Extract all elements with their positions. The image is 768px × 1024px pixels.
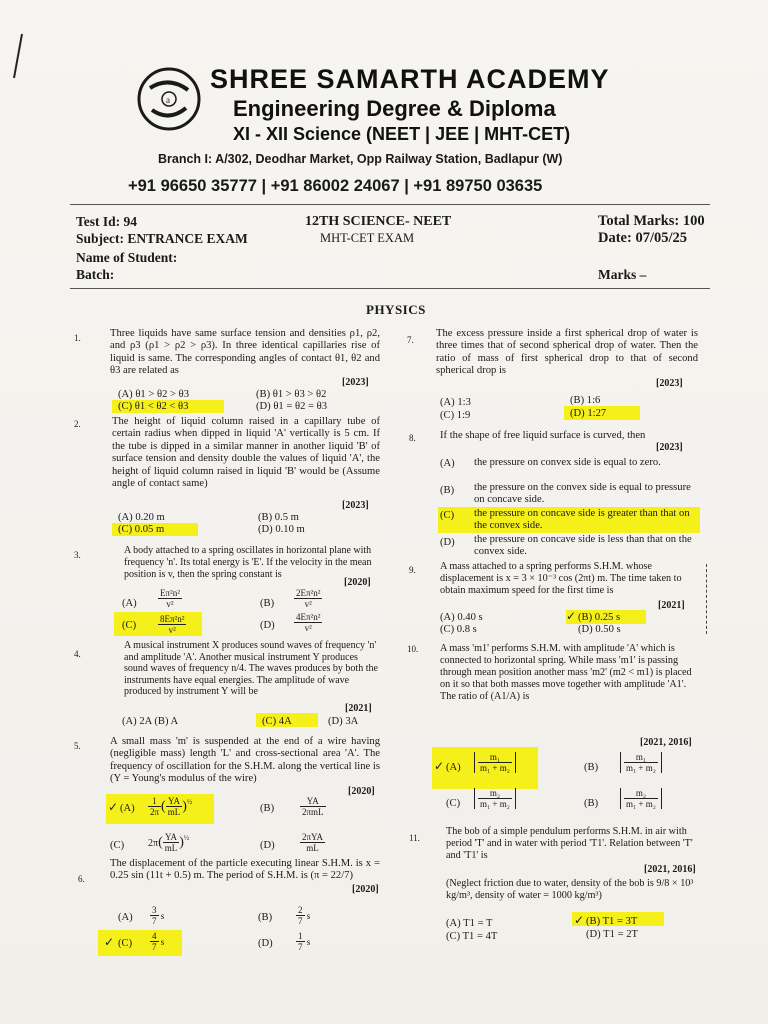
q3-option-a: (A) (122, 598, 137, 609)
q10-number: 10. (407, 644, 419, 654)
q6-formula-d: $\frac{1}{7}$ s (298, 931, 311, 952)
q8-year: [2023] (656, 442, 683, 453)
q4-year: [2021] (345, 703, 372, 714)
q1-number: 1. (74, 333, 81, 343)
header-divider (70, 204, 710, 205)
q1-option-b: (B) θ1 > θ3 > θ2 (256, 389, 327, 400)
q6-formula-c: $\frac{4}{7}$ s (152, 931, 165, 952)
q8-text: If the shape of free liquid surface is curved, then (440, 430, 646, 441)
q5-option-d: (D) (260, 840, 275, 851)
q11-option-b: (B) T1 = 3T (586, 916, 638, 927)
section-title: PHYSICS (366, 302, 426, 317)
q5-text: A small mass 'm' is suspended at the end of a wire having (negligible mass) length 'L' and cross-sectional area 'A'. The frequency of oscillation for the S.H.M. along the vertical line is (Y = Young's modulus of the wire) (110, 736, 380, 785)
q8-option-c-letter: (C) (440, 510, 455, 521)
q9-option-d: (D) 0.50 s (578, 624, 621, 635)
q5-option-a: (A) (120, 803, 135, 814)
q7-number: 7. (407, 335, 414, 345)
q4-option-c: (C) 4A (262, 716, 292, 727)
q7-option-a: (A) 1:3 (440, 397, 471, 408)
q10-formula-c: $\frac{\text{m₂}}{\text{m₁ + m₂}}$ (474, 788, 516, 809)
q1-option-d: (D) θ1 = θ2 = θ3 (256, 401, 328, 412)
q5-formula-d: $\frac{\text{2πYA}}{mL}$ (302, 832, 324, 853)
q6-text: The displacement of the particle executing linear S.H.M. is x = 0.25 sin (11t + 0.5) m. The period of S.H.M. is (π = 22/7) (110, 858, 380, 882)
academy-logo-icon (136, 66, 202, 132)
q2-text: The height of liquid column raised in a capillary tube of certain radius when dipped in liquid 'A' vertically is 5 cm. If the tube is dipped in a similar manner in another liquid 'B' of surface tension and density double the values of liquid 'A', the height of liquid column raised in liquid 'B' would be (Assume angle of contact same) (112, 416, 380, 490)
q8-option-d-letter: (D) (440, 537, 455, 548)
q11-option-c: (C) T1 = 4T (446, 931, 498, 942)
q3-formula-d: $\frac{\text{4Eπ²n²}}{\text{v²}}$ (296, 612, 321, 633)
margin-dashed-line (706, 564, 708, 634)
q8-option-d: the pressure on concave side is less than that on the convex side. (474, 534, 692, 558)
q3-year: [2020] (344, 577, 371, 588)
q3-option-b: (B) (260, 598, 275, 609)
q7-text: The excess pressure inside a first spherical drop of water is three times that of second spherical drop of water. Then the ratio of mass of first spherical drop to that of second spherical drop is (436, 328, 698, 377)
q5-formula-a: $\frac{1}{2\pi}$ ( $\frac{YA}{mL}$ )$^{\frac{1}{2}}$ (150, 796, 193, 817)
svg-text:a: a (166, 95, 170, 105)
q6-year: [2020] (352, 884, 379, 895)
q4-options-ab: (A) 2A (B) A (122, 716, 179, 727)
q7-option-b: (B) 1:6 (570, 395, 601, 406)
q10-option-d: (B) (584, 798, 599, 809)
marks-label: Marks – (598, 267, 647, 282)
q3-formula-b: $\frac{\text{2Eπ²n²}}{\text{v²}}$ (296, 588, 321, 609)
q7-option-c: (C) 1:9 (440, 410, 471, 421)
q7-year: [2023] (656, 378, 683, 389)
q11-tick-mark: ✓ (574, 913, 585, 927)
q11-number: 11. (409, 833, 420, 843)
q6-option-b: (B) (258, 912, 273, 923)
q2-year: [2023] (342, 500, 369, 511)
q3-formula-c: $\frac{\text{8Eπ²n²}}{\text{v²}}$ (160, 614, 185, 635)
q9-option-a: (A) 0.40 s (440, 612, 483, 623)
q6-option-d: (D) (258, 938, 273, 949)
q5-option-c: (C) (110, 840, 125, 851)
q10-formula-d: $\frac{\text{m₂}}{\text{m₁ + m₂}}$ (620, 788, 662, 809)
q6-option-a: (A) (118, 912, 133, 923)
q11-option-a: (A) T1 = T (446, 918, 493, 929)
academy-subtitle: Engineering Degree & Diploma (233, 96, 556, 121)
exam-subtitle: MHT-CET EXAM (320, 231, 415, 245)
q9-tick-mark: ✓ (566, 609, 577, 623)
q6-formula-a: $\frac{3}{7}$ s (152, 905, 165, 926)
batch-label: Batch: (76, 267, 115, 282)
meta-divider (70, 288, 710, 289)
q10-option-b: (B) (584, 762, 599, 773)
q5-year: [2020] (348, 786, 375, 797)
q6-formula-b: $\frac{2}{7}$ s (298, 905, 311, 926)
q4-text: A musical instrument X produces sound waves of frequency 'n' and amplitude 'A'. Another musical instrument Y produces sound waves of frequency n/4. The waves produces by both the instruments have equal energies. The amplitude of wave produced by instrument Y will be (124, 640, 378, 698)
q4-option-d: (D) 3A (328, 716, 359, 727)
q3-option-c: (C) (122, 620, 137, 631)
test-id: Test Id: 94 (76, 214, 138, 229)
q10-year: [2021, 2016] (640, 737, 692, 748)
q5-tick-mark: ✓ (108, 800, 119, 814)
q1-year: [2023] (342, 377, 369, 388)
total-marks: Total Marks: 100 (598, 213, 705, 229)
q3-option-d: (D) (260, 620, 275, 631)
q10-option-a: (A) (446, 762, 461, 773)
q8-option-b-letter: (B) (440, 485, 455, 496)
q10-formula-b: $\frac{\text{m₁}}{\text{m₁ + m₂}}$ (620, 752, 662, 773)
q11-note: (Neglect friction due to water, density of the bob is 9/8 × 10³ kg/m³, density of water = 1000 kg/m³) (446, 878, 694, 901)
q5-option-b: (B) (260, 803, 275, 814)
q5-number: 5. (74, 741, 81, 751)
q9-text: A mass attached to a spring performs S.H.M. whose displacement is x = 3 × 10⁻³ cos (2πt) m. The time taken to obtain maximum speed for the first time is (440, 561, 682, 596)
q8-number: 8. (409, 433, 416, 443)
branch-address: Branch I: A/302, Deodhar Market, Opp Railway Station, Badlapur (W) (158, 152, 563, 166)
q8-option-b: the pressure on the convex side is equal to pressure on concave side. (474, 482, 691, 506)
q11-year: [2021, 2016] (644, 864, 696, 875)
q3-text: A body attached to a spring oscillates in horizontal plane with frequency 'n'. Its total energy is 'E'. If the velocity in the mean position is v, then the spring constant is (124, 545, 372, 580)
q8-option-a-letter: (A) (440, 458, 455, 469)
q2-option-c: (C) 0.05 m (118, 524, 165, 535)
q10-formula-a: $\frac{\text{m₁}}{\text{m₁ + m₂}}$ (474, 752, 516, 773)
q11-option-d: (D) T1 = 2T (586, 929, 638, 940)
q9-number: 9. (409, 565, 416, 575)
q8-option-a: the pressure on convex side is equal to zero. (474, 457, 661, 468)
q2-option-d: (D) 0.10 m (258, 524, 305, 535)
q4-number: 4. (74, 649, 81, 659)
exam-title: 12TH SCIENCE- NEET (305, 214, 452, 229)
q2-number: 2. (74, 419, 81, 429)
q2-option-a: (A) 0.20 m (118, 512, 165, 523)
q1-option-c: (C) θ1 < θ2 < θ3 (118, 401, 189, 412)
student-name-label: Name of Student: (76, 250, 178, 265)
academy-streams: XI - XII Science (NEET | JEE | MHT-CET) (233, 124, 571, 144)
q6-number: 6. (78, 874, 85, 884)
q8-option-c: the pressure on concave side is greater than that on the convex side. (474, 508, 690, 532)
q5-formula-b: $\frac{YA}{\text{2πmL}}$ (302, 796, 324, 817)
q1-option-a: (A) θ1 > θ2 > θ3 (118, 389, 190, 400)
academy-name: SHREE SAMARTH ACADEMY (210, 64, 610, 94)
phone-numbers: +91 96650 35777 | +91 86002 24067 | +91 89750 03635 (128, 177, 543, 195)
q6-option-c: (C) (118, 938, 133, 949)
subject: Subject: ENTRANCE EXAM (76, 231, 248, 246)
q9-year: [2021] (658, 600, 685, 611)
q9-option-b: (B) 0.25 s (578, 612, 621, 623)
q2-option-b: (B) 0.5 m (258, 512, 299, 523)
q11-text: The bob of a simple pendulum performs S.H.M. in air with period 'T' and in water with period 'T1'. Relation between 'T' and 'T1' is (446, 826, 693, 861)
q5-formula-c: 2π( $\frac{YA}{mL}$ )$^{\frac{1}{2}}$ (148, 832, 190, 853)
q9-option-c: (C) 0.8 s (440, 624, 477, 635)
exam-date: Date: 07/05/25 (598, 230, 687, 246)
q6-tick-mark: ✓ (104, 935, 115, 949)
q10-option-c: (C) (446, 798, 461, 809)
q10-text: A mass 'm1' performs S.H.M. with amplitude 'A' which is connected to horizontal spring. While mass 'm1' is passing through mean position another mass 'm2' (m2 < m1) is placed on it so that both masses move together with amplitude 'A1'. The ratio of (A1/A) is (440, 643, 692, 702)
pen-stroke-mark (8, 32, 28, 82)
q3-formula-a: $\frac{\text{Eπ²n²}}{\text{v²}}$ (160, 588, 180, 609)
q7-option-d: (D) 1:27 (570, 408, 607, 419)
q3-number: 3. (74, 550, 81, 560)
q10-tick-mark: ✓ (434, 759, 445, 773)
q1-text: Three liquids have same surface tension and densities ρ1, ρ2, and ρ3 (ρ1 > ρ2 > ρ3). In three identical capillaries rise of liquid is same. The corresponding angles of contact θ1, θ2 and θ3 are related as (110, 328, 380, 377)
